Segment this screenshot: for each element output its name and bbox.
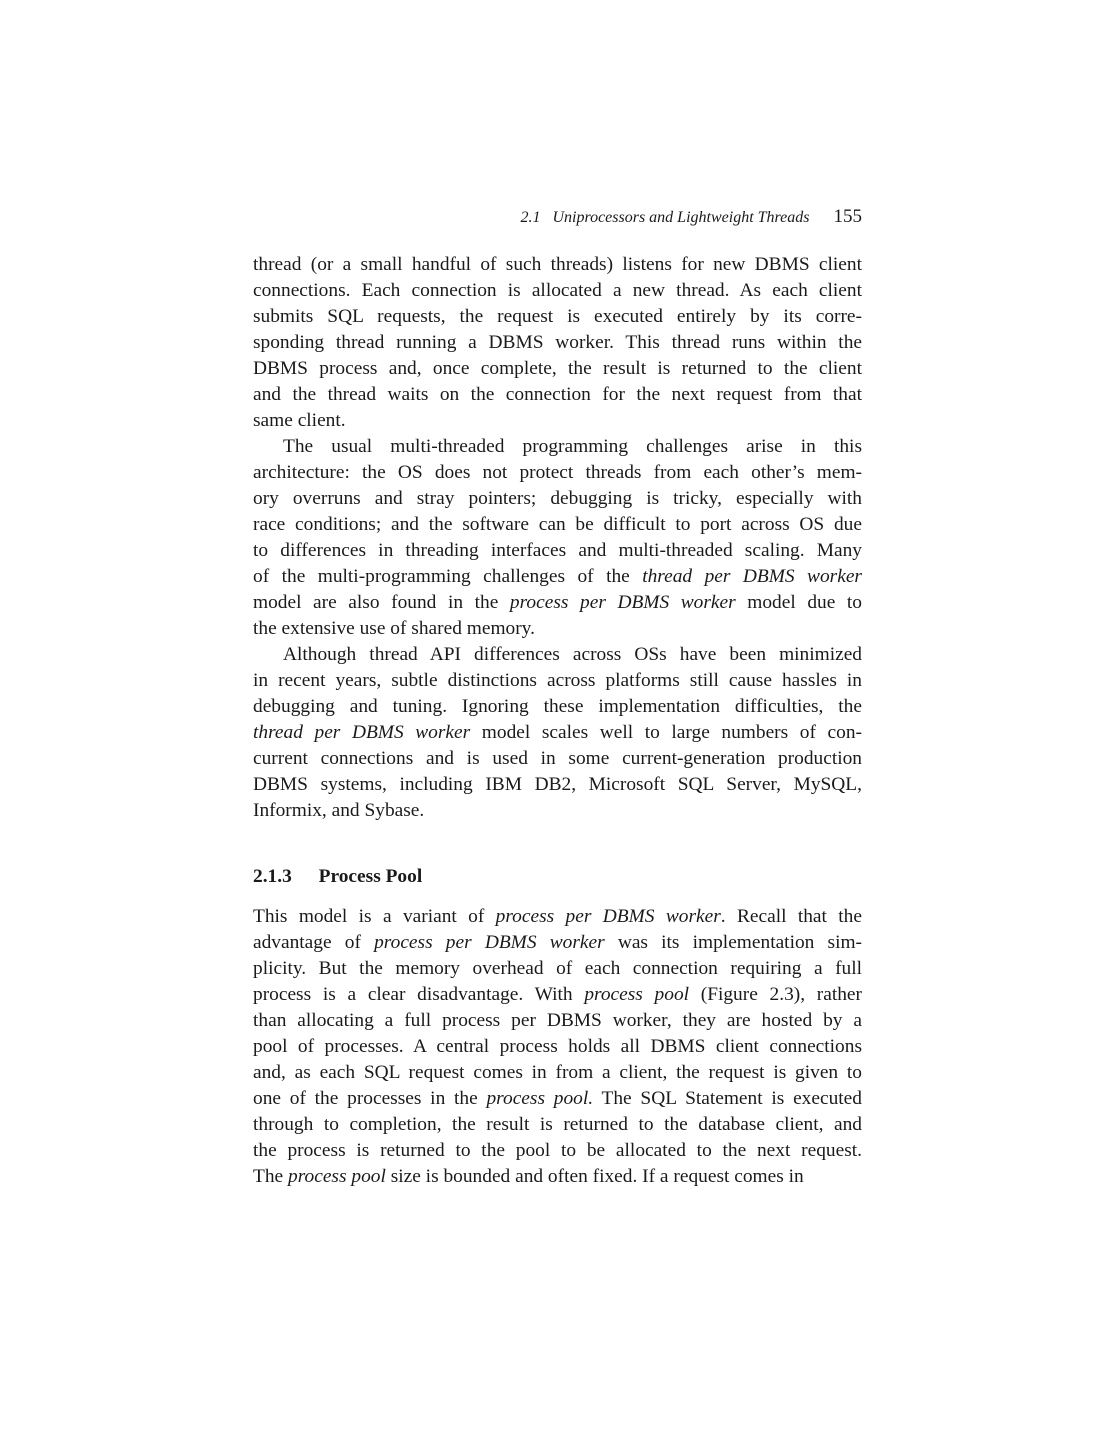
section-title: Process Pool (318, 866, 423, 887)
text-line: and the thread waits on the connection for the next request from that (253, 384, 862, 405)
text-line: Informix, and Sybase. (253, 800, 425, 821)
text-line: DBMS systems, including IBM DB2, Microsoft SQL Server, MySQL, (253, 774, 862, 795)
section-number: 2.1.3 (253, 866, 292, 887)
text-line: to differences in threading interfaces and multi-threaded scaling. Many (253, 540, 862, 561)
text-line: and, as each SQL request comes in from a client, the request is given to (253, 1062, 862, 1083)
text-line: one of the processes in the process pool. The SQL Statement is executed (253, 1088, 862, 1109)
text-line: same client. (253, 410, 346, 431)
text-line: advantage of process per DBMS worker was its implementation sim- (253, 932, 862, 953)
text-line: architecture: the OS does not protect threads from each other’s mem- (253, 462, 862, 483)
running-head-section: 2.1 (520, 209, 541, 226)
text-line: The process pool size is bounded and often fixed. If a request comes in (253, 1166, 804, 1187)
text-line: through to completion, the result is returned to the database client, and (253, 1114, 862, 1135)
text-line: This model is a variant of process per DBMS worker. Recall that the (253, 906, 862, 927)
text-line: current connections and is used in some current-generation production (253, 748, 862, 769)
text-line: the extensive use of shared memory. (253, 618, 535, 639)
text-line: connections. Each connection is allocated a new thread. As each client (253, 280, 862, 301)
text-line: process is a clear disadvantage. With process pool (Figure 2.3), rather (253, 984, 862, 1005)
page-number: 155 (833, 206, 862, 227)
text-line: thread (or a small handful of such threads) listens for new DBMS client (253, 254, 862, 275)
text-line: plicity. But the memory overhead of each connection requiring a full (253, 958, 862, 979)
section-heading (253, 866, 422, 888)
running-head (520, 206, 862, 228)
text-line: thread per DBMS worker model scales well to large numbers of con- (253, 722, 862, 743)
text-line: model are also found in the process per DBMS worker model due to (253, 592, 862, 613)
text-line: sponding thread running a DBMS worker. This thread runs within the (253, 332, 862, 353)
text-line: of the multi-programming challenges of the thread per DBMS worker (253, 566, 862, 587)
running-head-title: Uniprocessors and Lightweight Threads (552, 209, 810, 226)
text-line: DBMS process and, once complete, the result is returned to the client (253, 358, 862, 379)
text-line: ory overruns and stray pointers; debugging is tricky, especially with (253, 488, 862, 509)
text-line: race conditions; and the software can be difficult to port across OS due (253, 514, 862, 535)
text-line: submits SQL requests, the request is executed entirely by its corre- (253, 306, 862, 327)
text-line: pool of processes. A central process holds all DBMS client connections (253, 1036, 862, 1057)
text-line: than allocating a full process per DBMS worker, they are hosted by a (253, 1010, 862, 1031)
text-line: debugging and tuning. Ignoring these implementation difficulties, the (253, 696, 862, 717)
text-line: the process is returned to the pool to be allocated to the next request. (253, 1140, 862, 1161)
text-line: in recent years, subtle distinctions across platforms still cause hassles in (253, 670, 862, 691)
text-line: Although thread API differences across OSs have been minimized (283, 644, 862, 665)
text-line: The usual multi-threaded programming challenges arise in this (283, 436, 862, 457)
